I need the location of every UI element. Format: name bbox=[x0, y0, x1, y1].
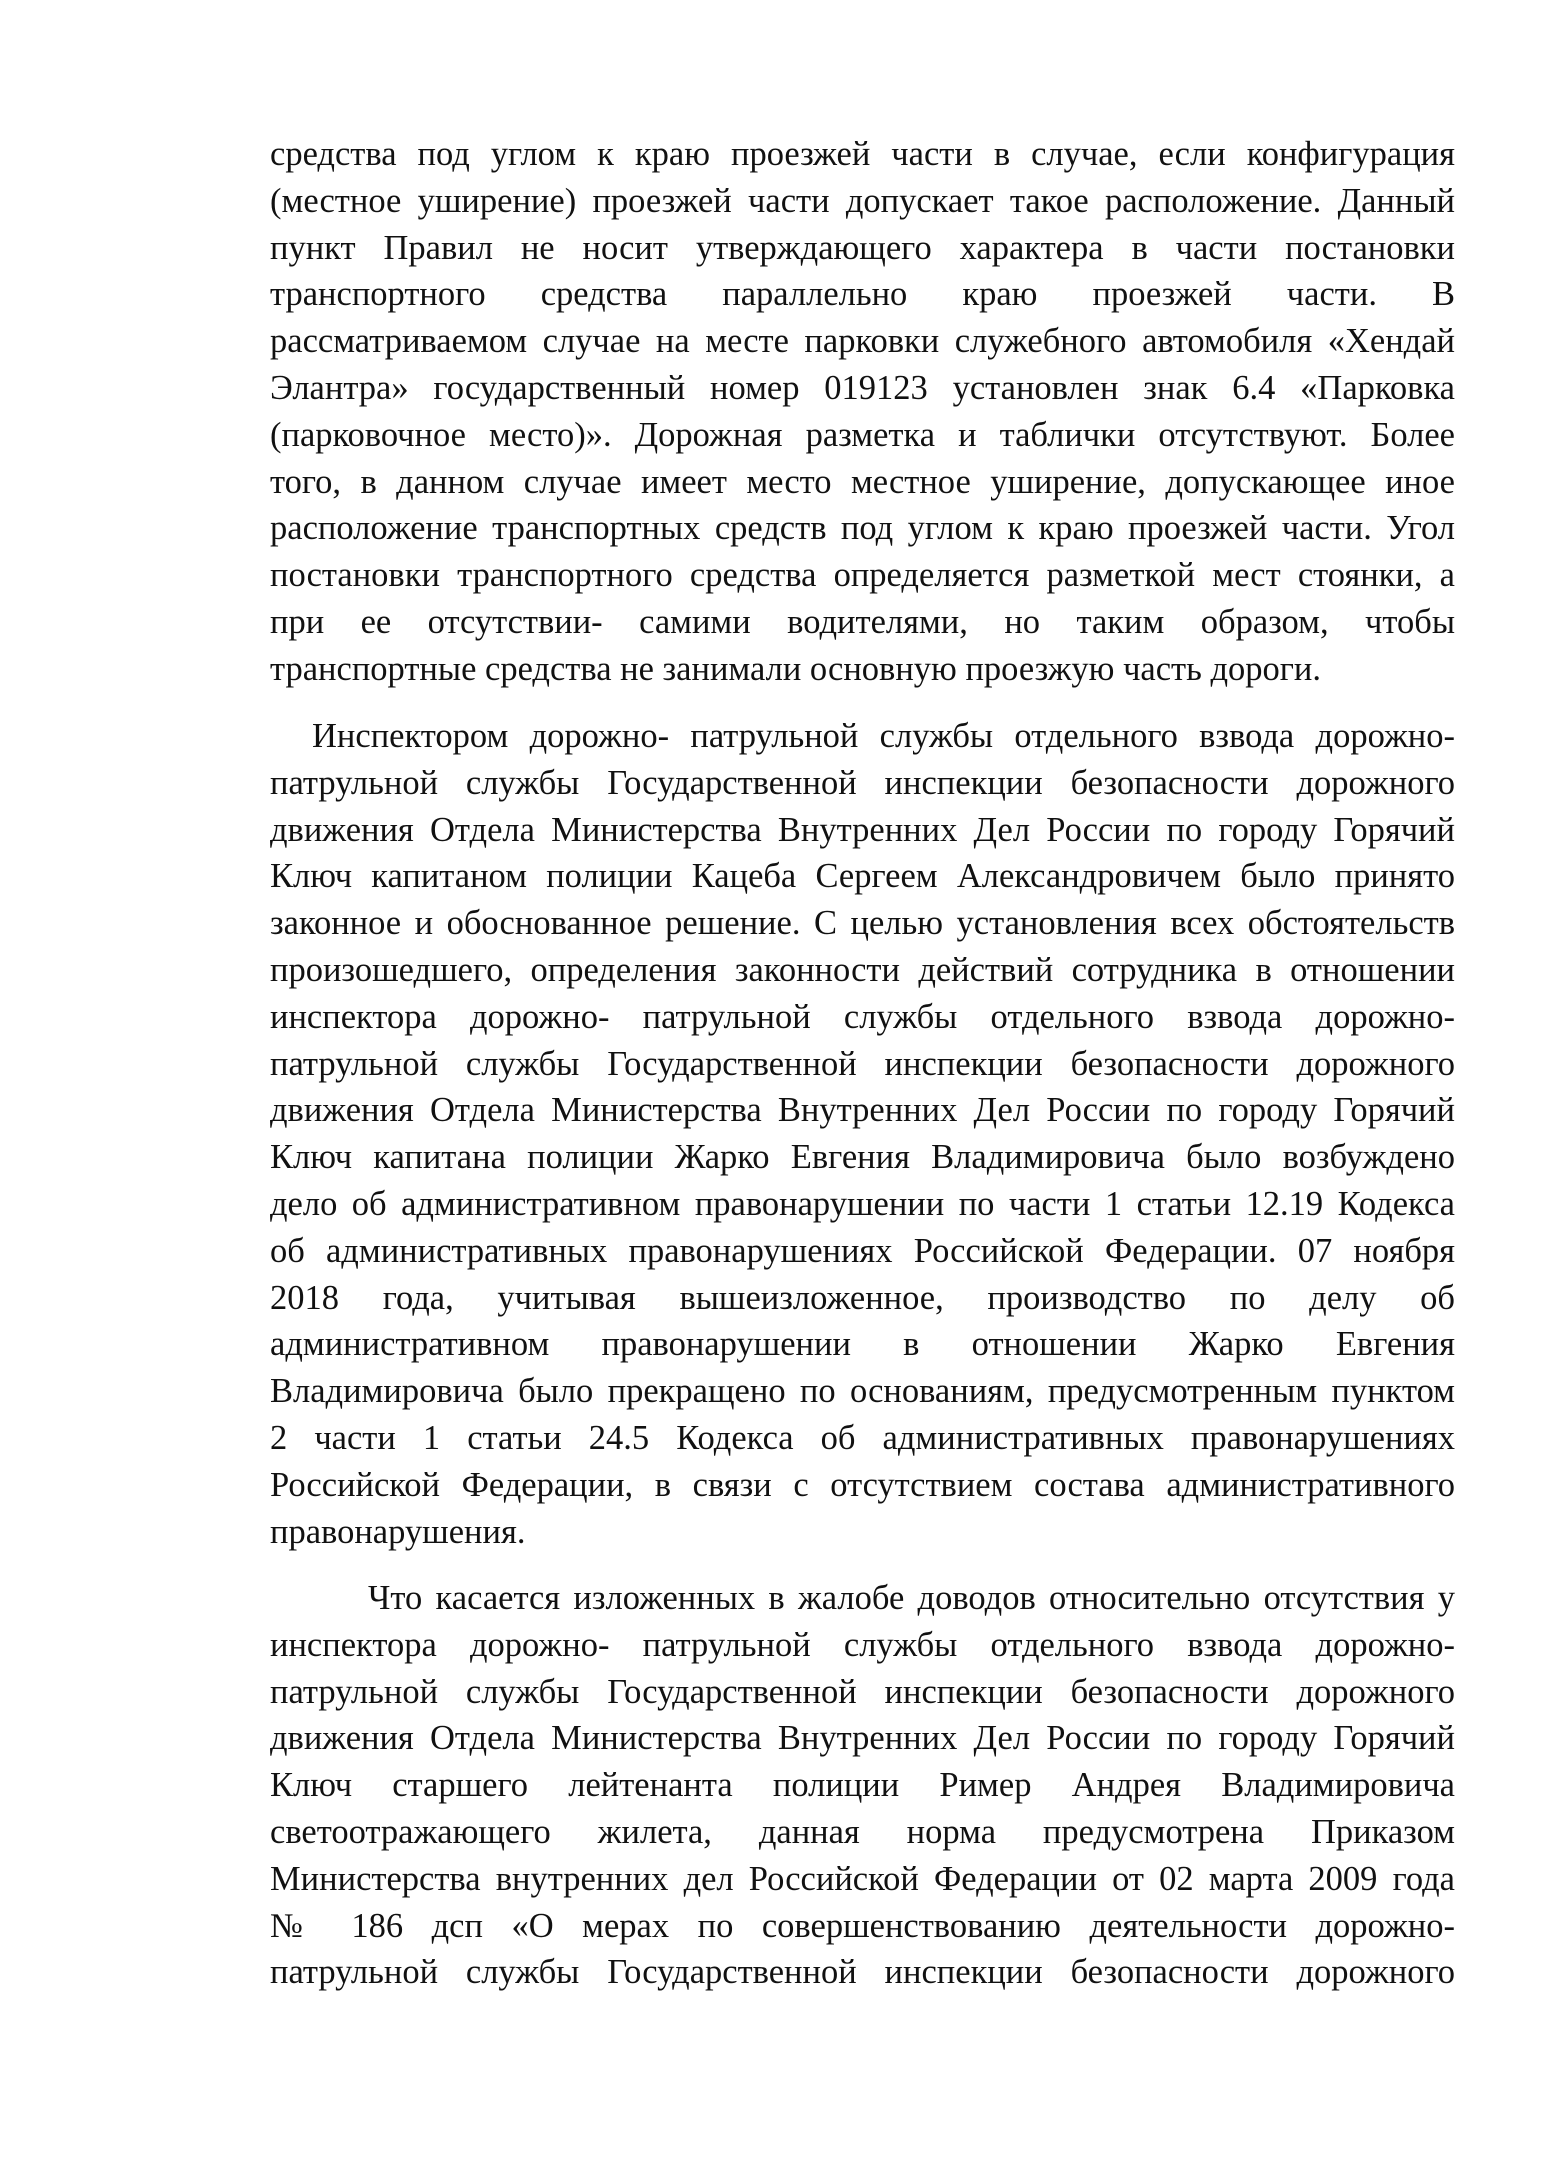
text-line: произошедшего, определения законности действий сотрудника в отношении bbox=[270, 950, 1455, 989]
paragraph-2 bbox=[270, 713, 1455, 1555]
text-line: при ее отсутствии- самими водителями, но таким образом, чтобы bbox=[270, 602, 1455, 641]
text-line: административном правонарушении в отношении Жарко Евгения bbox=[270, 1325, 1455, 1364]
text-line: Инспектором дорожно- патрульной службы отдельного взвода дорожно- bbox=[312, 717, 1455, 755]
text-line: Ключ капитаном полиции Кацеба Сергеем Александровичем было принято bbox=[270, 857, 1455, 896]
paragraph-3 bbox=[270, 1575, 1455, 1996]
text-line: № 186 дсп «О мерах по совершенствованию деятельности дорожно- bbox=[270, 1906, 1455, 1945]
text-line: патрульной службы Государственной инспекции безопасности дорожного bbox=[270, 1044, 1455, 1083]
text-line: (местное уширение) проезжей части допускает такое расположение. Данный bbox=[270, 181, 1455, 220]
text-line: патрульной службы Государственной инспекции безопасности дорожного bbox=[270, 763, 1455, 802]
text-line: законное и обоснованное решение. С целью установления всех обстоятельств bbox=[270, 904, 1455, 943]
text-line: расположение транспортных средств под углом к краю проезжей части. Угол bbox=[270, 509, 1455, 548]
text-line: Владимировича было прекращено по основаниям, предусмотренным пунктом bbox=[270, 1372, 1455, 1411]
text-line: движения Отдела Министерства Внутренних Дел России по городу Горячий bbox=[270, 810, 1455, 849]
text-line: транспортного средства параллельно краю проезжей части. В bbox=[270, 275, 1455, 314]
text-line: Российской Федерации, в связи с отсутствием состава административного bbox=[270, 1465, 1455, 1504]
text-line: (парковочное место)». Дорожная разметка и таблички отсутствуют. Более bbox=[270, 415, 1455, 454]
paragraph-1 bbox=[270, 131, 1455, 693]
text-line: Ключ старшего лейтенанта полиции Ример Андрея Владимировича bbox=[270, 1766, 1455, 1805]
text-line: 2018 года, учитывая вышеизложенное, производство по делу об bbox=[270, 1278, 1455, 1317]
text-line: пункт Правил не носит утверждающего характера в части постановки bbox=[270, 228, 1455, 267]
text-line: того, в данном случае имеет место местное уширение, допускающее иное bbox=[270, 462, 1455, 501]
text-line: Ключ капитана полиции Жарко Евгения Владимировича было возбуждено bbox=[270, 1138, 1455, 1177]
text-line: Что касается изложенных в жалобе доводов относительно отсутствия у bbox=[368, 1579, 1455, 1617]
text-line: постановки транспортного средства определяется разметкой мест стоянки, а bbox=[270, 556, 1455, 595]
text-line: Элантра» государственный номер 019123 установлен знак 6.4 «Парковка bbox=[270, 368, 1455, 407]
text-line: движения Отдела Министерства Внутренних Дел России по городу Горячий bbox=[270, 1091, 1455, 1130]
text-line: патрульной службы Государственной инспекции безопасности дорожного bbox=[270, 1953, 1455, 1992]
text-line: инспектора дорожно- патрульной службы отдельного взвода дорожно- bbox=[270, 1625, 1455, 1664]
text-line: патрульной службы Государственной инспекции безопасности дорожного bbox=[270, 1672, 1455, 1711]
text-line: транспортные средства не занимали основную проезжую часть дороги. bbox=[270, 649, 1322, 688]
text-line: Министерства внутренних дел Российской Федерации от 02 марта 2009 года bbox=[270, 1859, 1455, 1898]
text-line: об административных правонарушениях Российской Федерации. 07 ноября bbox=[270, 1231, 1455, 1270]
text-line: движения Отдела Министерства Внутренних Дел России по городу Горячий bbox=[270, 1719, 1455, 1758]
text-line: инспектора дорожно- патрульной службы отдельного взвода дорожно- bbox=[270, 997, 1455, 1036]
text-line: 2 части 1 статьи 24.5 Кодекса об административных правонарушениях bbox=[270, 1418, 1455, 1457]
text-line: рассматриваемом случае на месте парковки служебного автомобиля «Хендай bbox=[270, 322, 1455, 361]
text-line: средства под углом к краю проезжей части в случае, если конфигурация bbox=[270, 135, 1455, 173]
text-line: дело об административном правонарушении по части 1 статьи 12.19 Кодекса bbox=[270, 1184, 1455, 1223]
text-line: правонарушения. bbox=[270, 1512, 526, 1551]
text-line: светоотражающего жилета, данная норма предусмотрена Приказом bbox=[270, 1812, 1455, 1851]
